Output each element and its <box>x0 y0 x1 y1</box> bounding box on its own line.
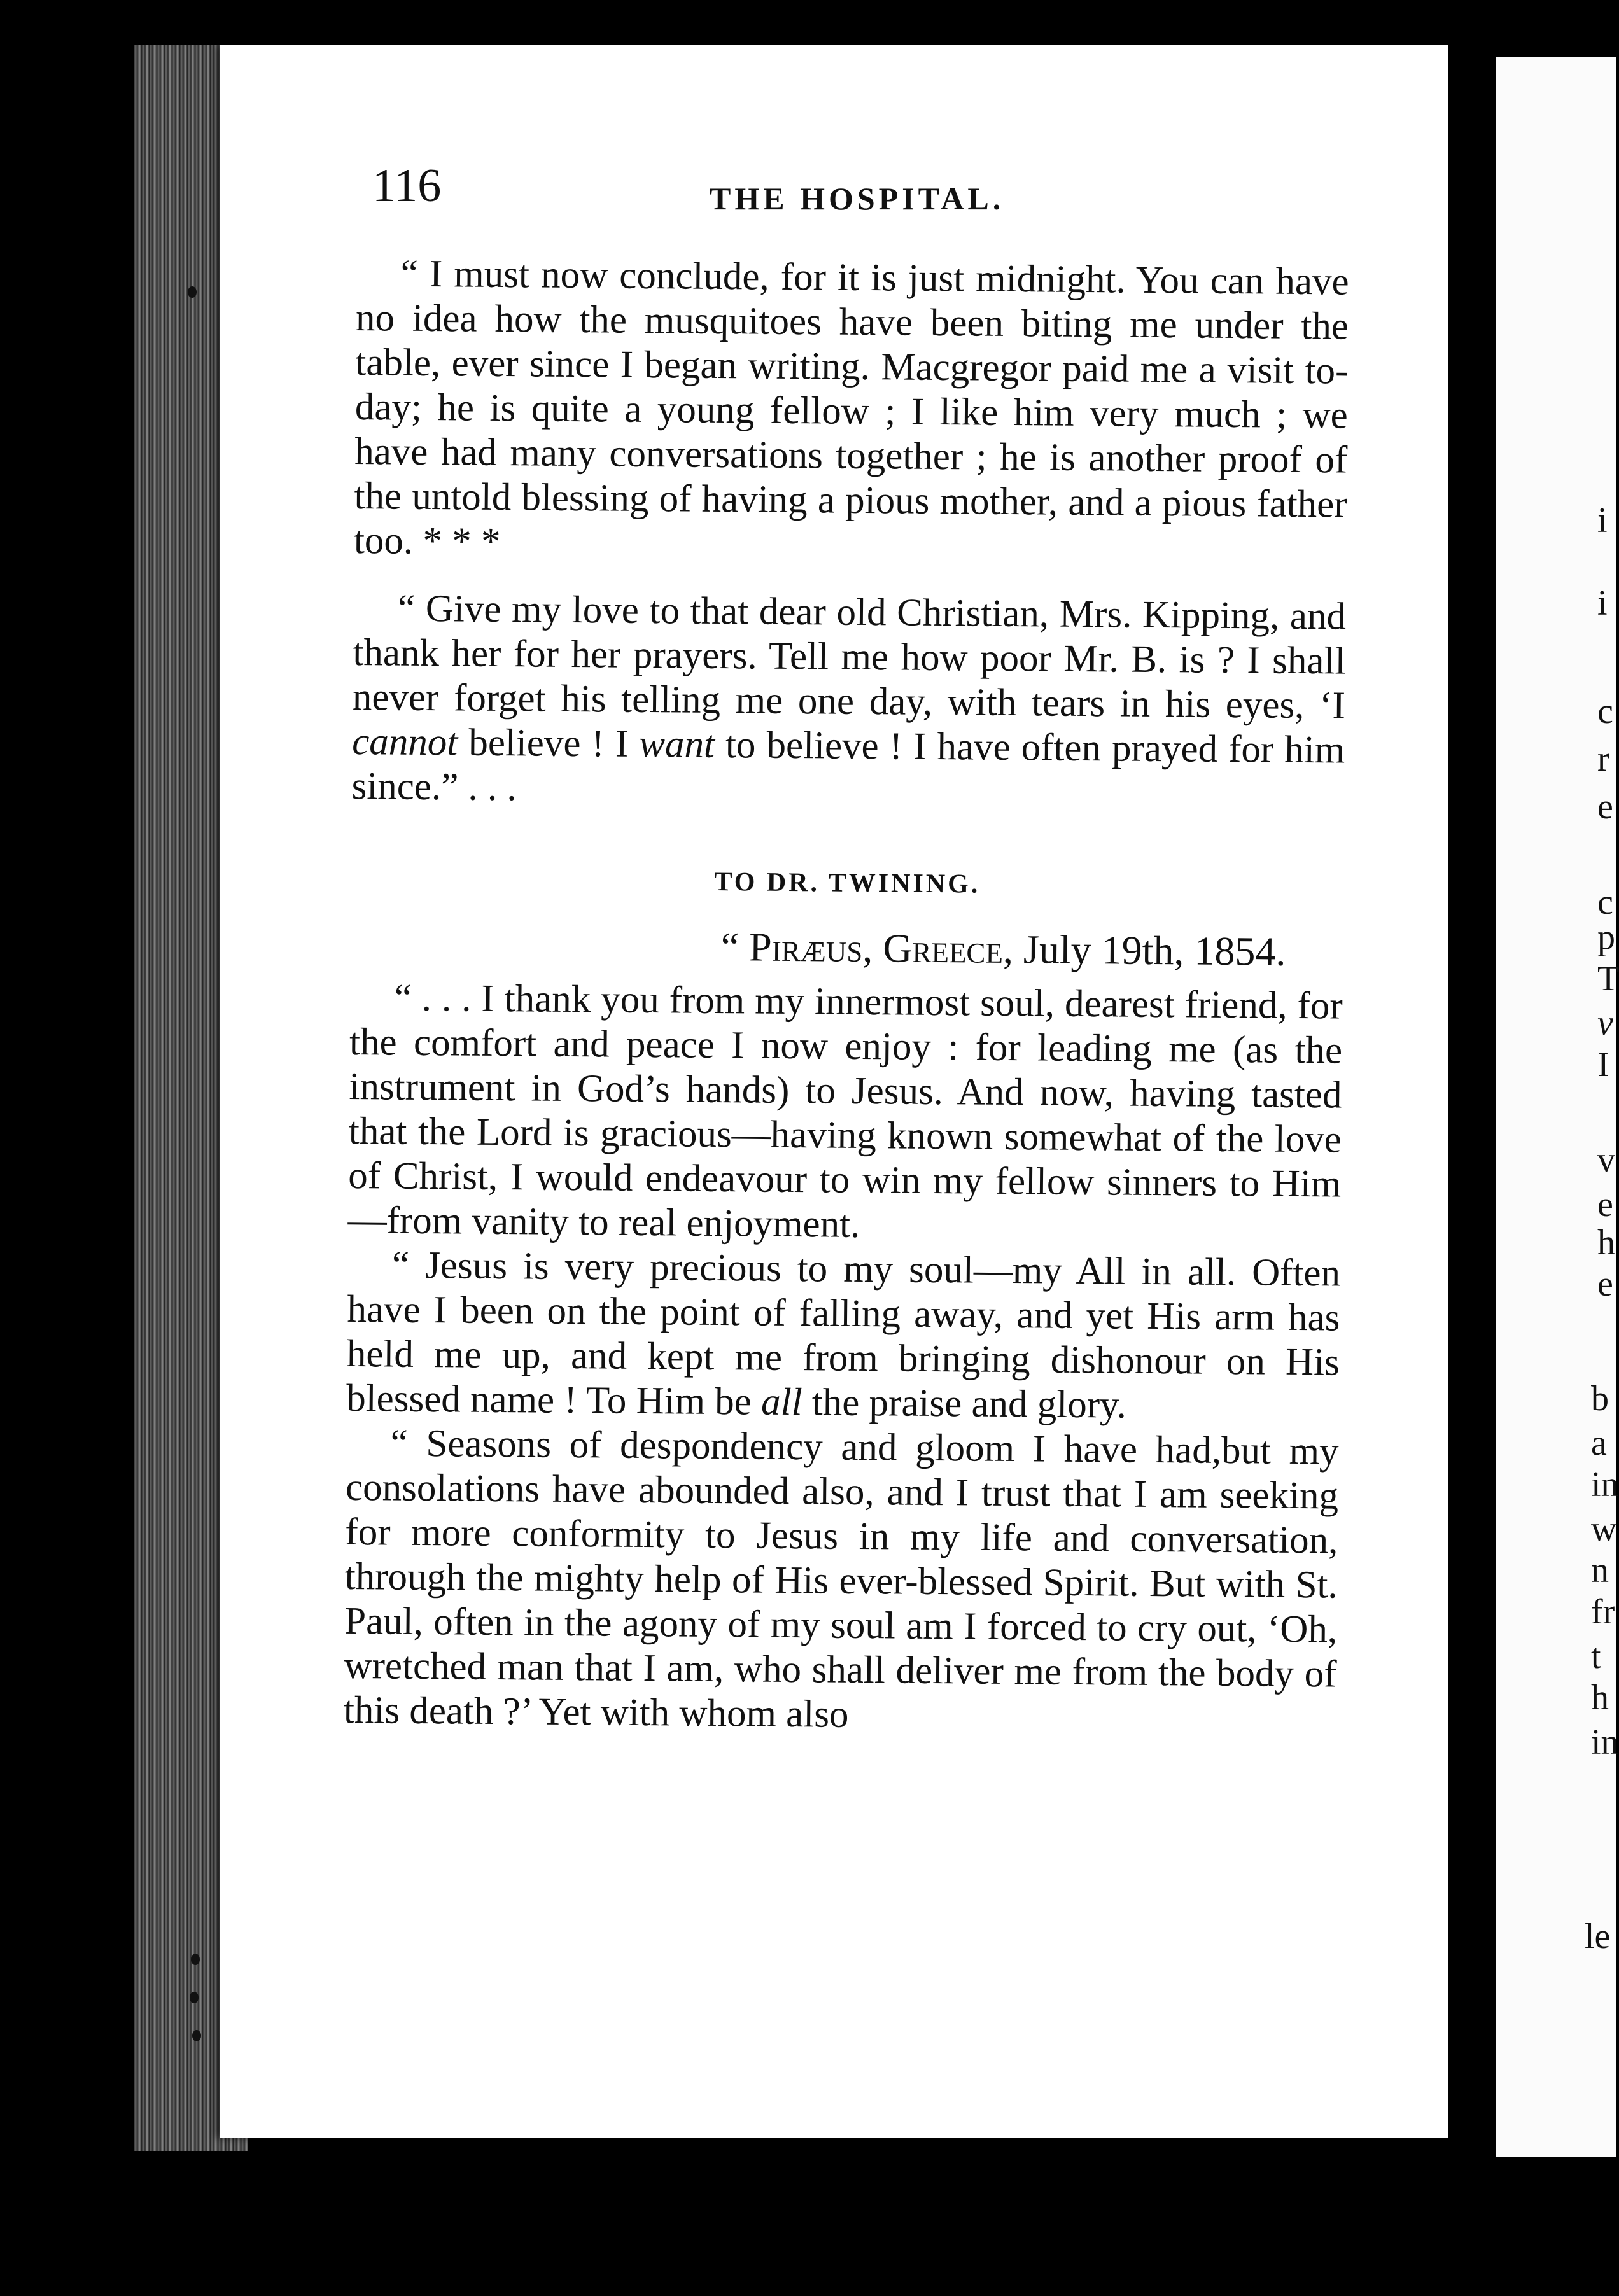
paragraph-midnight: “ I must now conclude, for it is just midnight. You can have no idea how the musquitoes have been biting me under the table, ever since I began writing. Macgregor paid me a visit to-day; he is quite a young fellow ; I like him very much ; we have had many conversations together ; he is another proof of the untold blessing of having a pious mother, and a pious father too. * * * <box>353 252 1349 563</box>
facing-page-fragment: n <box>1591 1551 1609 1590</box>
facing-page-fragment: h <box>1597 1223 1615 1263</box>
facing-page-fragment: in <box>1591 1723 1619 1762</box>
facing-page-fragment: c <box>1597 692 1613 731</box>
paragraph-text: “ Give my love to that dear old Christian, Mrs. Kipping, and thank her for her prayers. Tell me how poor Mr. B. is ? I shall never forget his telling me one day, with tears in his eyes, <box>352 587 1347 727</box>
facing-page-fragment: fr <box>1591 1592 1615 1632</box>
facing-page-fragment: in <box>1591 1465 1619 1504</box>
facing-page-fragment: b <box>1591 1379 1609 1418</box>
paragraph-text: “ Jesus is very precious to my soul—my All in all. Often have I been on the point of falling away, and yet His arm has held me up, and kept me from bringing dishonour on His blessed name ! To Him be <box>346 1243 1341 1424</box>
ink-speck <box>190 1992 199 2003</box>
facing-page-fragment: e <box>1597 1185 1613 1224</box>
facing-page-edge <box>1496 57 1619 2157</box>
facing-page-fragment: t <box>1591 1637 1601 1676</box>
facing-page-fragment: i <box>1597 584 1608 623</box>
facing-page-fragment: v <box>1597 1140 1615 1180</box>
running-head: THE HOSPITAL. <box>710 181 1005 216</box>
facing-page-fragment: a <box>1591 1424 1607 1463</box>
facing-page-fragment: e <box>1597 787 1613 827</box>
book-gutter <box>1448 0 1496 2296</box>
quote-text: believe ! I <box>458 721 640 766</box>
paragraph-text: the praise and glory. <box>802 1381 1127 1427</box>
dateline-date: July 19th, 1854. <box>1013 927 1286 974</box>
ink-speck <box>192 2030 201 2041</box>
paragraph-thank-you: “ . . . I thank you from my innermost soul, dearest friend, for the comfort and peace I now enjoy : for leading me (as the instrument in God’s hands) to Jesus. And now, having tasted that the Lord is gracious—having known somewhat of the love of Christ, I would endeavour to win my fellow sinners to Him —from vanity to real enjoyment. <box>347 976 1343 1246</box>
facing-page-fragment: c <box>1597 883 1613 922</box>
quote-text: to believe ! I have often prayed for him since.” . . . <box>351 723 1345 809</box>
facing-page-fragment: e <box>1597 1264 1613 1304</box>
dateline-place: “ Piræus, Greece, <box>720 924 1014 972</box>
facing-page-fragment: h <box>1591 1678 1609 1718</box>
facing-page-fragment: i <box>1597 501 1608 540</box>
emphasis-want: want <box>639 722 715 766</box>
facing-page-fragment: I <box>1597 1045 1609 1084</box>
ink-speck <box>188 286 197 298</box>
paragraph-seasons: “ Seasons of despondency and gloom I have had,but my consolations have abounded also, and I trust that I am seeking for more conformity to Jesus in my life and conversation, through the mighty help of His ever-blessed Spirit. But with St. Paul, often in the agony of my soul am I forced to cry out, ‘Oh, wretched man that I am, who shall deliver me from the body of this death ?’ Yet with whom also <box>343 1422 1339 1736</box>
facing-page-fragment: p <box>1597 918 1615 957</box>
page-body <box>344 251 1349 1742</box>
facing-page-fragment: v <box>1597 1004 1613 1043</box>
letter-dateline <box>350 920 1343 977</box>
page-number: 116 <box>372 160 442 212</box>
emphasis-all: all <box>760 1380 802 1424</box>
paragraph-give-my-love <box>351 586 1346 818</box>
letter-heading: TO DR. TWINING. <box>714 867 981 899</box>
ink-speck <box>191 1954 200 1965</box>
facing-page-fragment: w <box>1591 1509 1617 1549</box>
quote-text: ‘I <box>1304 684 1346 727</box>
paragraph-jesus-precious <box>346 1243 1340 1430</box>
page-header <box>372 162 1352 220</box>
facing-page-fragment: r <box>1597 739 1609 779</box>
emphasis-cannot: cannot <box>351 720 458 764</box>
facing-page-fragment: T <box>1597 959 1619 998</box>
facing-page-fragment: le <box>1585 1917 1611 1956</box>
